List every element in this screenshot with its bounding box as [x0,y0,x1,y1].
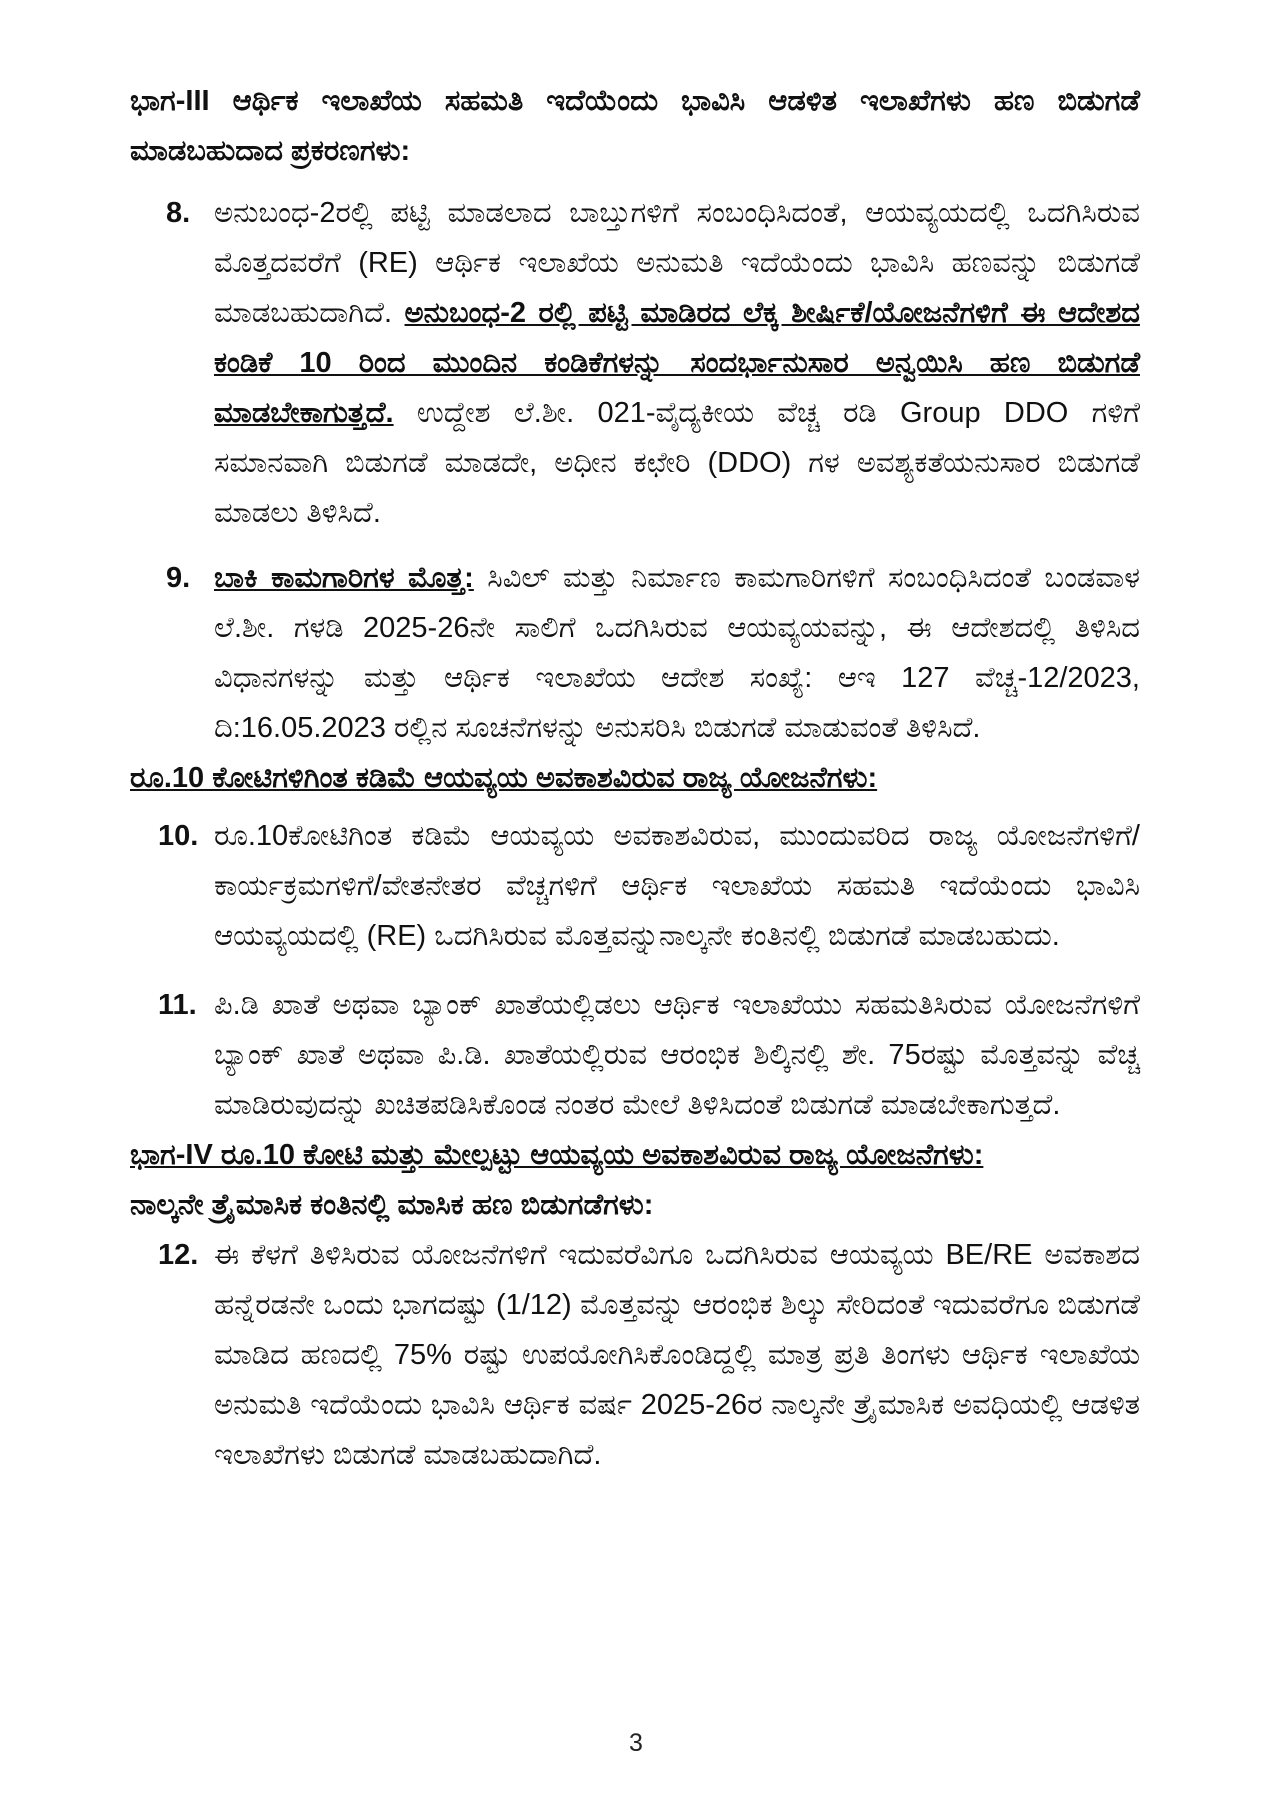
intro-paragraph [130,76,1140,176]
item9-body [214,553,1140,753]
list-item-12 [158,1230,1140,1480]
heading-fourth-quarter-text: ನಾಲ್ಕನೇ ತ್ರೈಮಾಸಿಕ ಕಂತಿನಲ್ಲಿ ಮಾಸಿಕ ಹಣ ಬಿಡುಗಡೆಗಳು: [130,1189,654,1221]
item12-body [214,1230,1140,1480]
intro-text: ಭಾಗ-III ಆರ್ಥಿಕ ಇಲಾಖೆಯ ಸಹಮತಿ ಇದೆಯೆಂದು ಭಾವಿಸಿ ಆಡಳಿತ ಇಲಾಖೆಗಳು ಹಣ ಬಿಡುಗಡೆ ಮಾಡಬಹುದಾದ ಪ್ರಕರಣಗಳು: [130,85,1140,167]
item10-body [214,811,1140,961]
list-item-10 [158,811,1140,961]
list-item-9 [166,553,1140,753]
heading-under-10-crore [130,753,1140,803]
page-number: 3 [629,1729,643,1757]
item8-body [214,188,1140,538]
item8-text-normal-2: ಉದ್ದೇಶ ಲೆ.ಶೀ. 021-ವೈದ್ಯಕೀಯ ವೆಚ್ಚ ರಡಿ Group DDO ಗಳಿಗೆ ಸಮಾನವಾಗಿ ಬಿಡುಗಡೆ ಮಾಡದೇ, ಅಧೀನ ಕಛೇರಿ (DDO) ಗಳ ಅವಶ್ಯಕತೆಯನುಸಾರ ಬಿಡುಗಡೆ ಮಾಡಲು ತಿಳಿಸಿದೆ. [214,397,1140,529]
heading-under-10-crore-text: ರೂ.10 ಕೋಟಿಗಳಿಗಿಂತ ಕಡಿಮೆ ಆಯವ್ಯಯ ಅವಕಾಶವಿರುವ ರಾಜ್ಯ ಯೋಜನೆಗಳು: [130,762,878,794]
item9-title-underlined: ಬಾಕಿ ಕಾಮಗಾರಿಗಳ ಮೊತ್ತ: [214,562,474,594]
item9-number: 9. [166,562,191,594]
item8-number: 8. [166,197,191,229]
item10-number: 10. [158,820,199,852]
heading-part-4-text: ಭಾಗ-IV ರೂ.10 ಕೋಟಿ ಮತ್ತು ಮೇಲ್ಪಟ್ಟು ಆಯವ್ಯಯ ಅವಕಾಶವಿರುವ ರಾಜ್ಯ ಯೋಜನೆಗಳು: [130,1139,984,1171]
list-item-11 [158,980,1140,1130]
item8-text-underlined: ಅನುಬಂಧ-2 ರಲ್ಲಿ ಪಟ್ಟಿ ಮಾಡಿರದ ಲೆಕ್ಕ ಶೀರ್ಷಿಕೆ/ಯೋಜನೆಗಳಿಗೆ ಈ ಆದೇಶದ ಕಂಡಿಕೆ 10 ರಿಂದ ಮುಂದಿನ ಕಂಡಿಕೆಗಳನ್ನು ಸಂದರ್ಭಾನುಸಾರ ಅನ್ವಯಿಸಿ ಹಣ ಬಿಡುಗಡೆ ಮಾಡಬೇಕಾಗುತ್ತದೆ. [214,297,1140,429]
item12-number: 12. [158,1239,199,1271]
item11-text: ಪಿ.ಡಿ ಖಾತೆ ಅಥವಾ ಬ್ಯಾಂಕ್ ಖಾತೆಯಲ್ಲಿಡಲು ಆರ್ಥಿಕ ಇಲಾಖೆಯು ಸಹಮತಿಸಿರುವ ಯೋಜನೆಗಳಿಗೆ ಬ್ಯಾಂಕ್ ಖಾತೆ ಅಥವಾ ಪಿ.ಡಿ. ಖಾತೆಯಲ್ಲಿರುವ ಆರಂಭಿಕ ಶಿಲ್ಕಿನಲ್ಲಿ ಶೇ. 75ರಷ್ಟು ಮೊತ್ತವನ್ನು ವೆಚ್ಚ ಮಾಡಿರುವುದನ್ನು ಖಚಿತಪಡಿಸಿಕೊಂಡ ನಂತರ ಮೇಲೆ ತಿಳಿಸಿದಂತೆ ಬಿಡುಗಡೆ ಮಾಡಬೇಕಾಗುತ್ತದೆ. [214,989,1140,1121]
heading-part-4 [130,1130,1140,1180]
list-item-8 [166,188,1140,538]
item8-text-normal-1: ಅನುಬಂಧ-2ರಲ್ಲಿ ಪಟ್ಟಿ ಮಾಡಲಾದ ಬಾಬ್ತುಗಳಿಗೆ ಸಂಬಂಧಿಸಿದಂತೆ, ಆಯವ್ಯಯದಲ್ಲಿ ಒದಗಿಸಿರುವ ಮೊತ್ತದವರೆಗೆ (RE) ಆರ್ಥಿಕ ಇಲಾಖೆಯ ಅನುಮತಿ ಇದೆಯೆಂದು ಭಾವಿಸಿ ಹಣವನ್ನು ಬಿಡುಗಡೆ ಮಾಡಬಹುದಾಗಿದೆ. [214,197,1140,329]
heading-fourth-quarter [130,1180,1140,1230]
item9-text: ಸಿವಿಲ್ ಮತ್ತು ನಿರ್ಮಾಣ ಕಾಮಗಾರಿಗಳಿಗೆ ಸಂಬಂಧಿಸಿದಂತೆ ಬಂಡವಾಳ ಲೆ.ಶೀ. ಗಳಡಿ 2025-26ನೇ ಸಾಲಿಗೆ ಒದಗಿಸಿರುವ ಆಯವ್ಯಯವನ್ನು, ಈ ಆದೇಶದಲ್ಲಿ ತಿಳಿಸಿದ ವಿಧಾನಗಳನ್ನು ಮತ್ತು ಆರ್ಥಿಕ ಇಲಾಖೆಯ ಆದೇಶ ಸಂಖ್ಯೆ: ಆಇ 127 ವೆಚ್ಚ-12/2023, ದಿ:16.05.2023 ರಲ್ಲಿನ ಸೂಚನೆಗಳನ್ನು ಅನುಸರಿಸಿ ಬಿಡುಗಡೆ ಮಾಡುವಂತೆ ತಿಳಿಸಿದೆ. [214,562,1140,744]
item11-number: 11. [158,989,197,1021]
item10-text: ರೂ.10ಕೋಟಿಗಿಂತ ಕಡಿಮೆ ಆಯವ್ಯಯ ಅವಕಾಶವಿರುವ, ಮುಂದುವರಿದ ರಾಜ್ಯ ಯೋಜನೆಗಳಿಗೆ/ಕಾರ್ಯಕ್ರಮಗಳಿಗೆ/ವೇತನೇತರ ವೆಚ್ಚಗಳಿಗೆ ಆರ್ಥಿಕ ಇಲಾಖೆಯ ಸಹಮತಿ ಇದೆಯೆಂದು ಭಾವಿಸಿ ಆಯವ್ಯಯದಲ್ಲಿ (RE) ಒದಗಿಸಿರುವ ಮೊತ್ತವನ್ನುನಾಲ್ಕನೇ ಕಂತಿನಲ್ಲಿ ಬಿಡುಗಡೆ ಮಾಡಬಹುದು. [214,820,1140,952]
item12-text: ಈ ಕೆಳಗೆ ತಿಳಿಸಿರುವ ಯೋಜನೆಗಳಿಗೆ ಇದುವರೆವಿಗೂ ಒದಗಿಸಿರುವ ಆಯವ್ಯಯ BE/RE ಅವಕಾಶದ ಹನ್ನೆರಡನೇ ಒಂದು ಭಾಗದಷ್ಟು (1/12) ಮೊತ್ತವನ್ನು ಆರಂಭಿಕ ಶಿಲ್ಕು ಸೇರಿದಂತೆ ಇದುವರೆಗೂ ಬಿಡುಗಡೆ ಮಾಡಿದ ಹಣದಲ್ಲಿ 75% ರಷ್ಟು ಉಪಯೋಗಿಸಿಕೊಂಡಿದ್ದಲ್ಲಿ ಮಾತ್ರ ಪ್ರತಿ ತಿಂಗಳು ಆರ್ಥಿಕ ಇಲಾಖೆಯ ಅನುಮತಿ ಇದೆಯೆಂದು ಭಾವಿಸಿ ಆರ್ಥಿಕ ವರ್ಷ 2025-26ರ ನಾಲ್ಕನೇ ತ್ರೈಮಾಸಿಕ ಅವಧಿಯಲ್ಲಿ ಆಡಳಿತ ಇಲಾಖೆಗಳು ಬಿಡುಗಡೆ ಮಾಡಬಹುದಾಗಿದೆ. [214,1239,1140,1471]
item11-body [214,980,1140,1130]
